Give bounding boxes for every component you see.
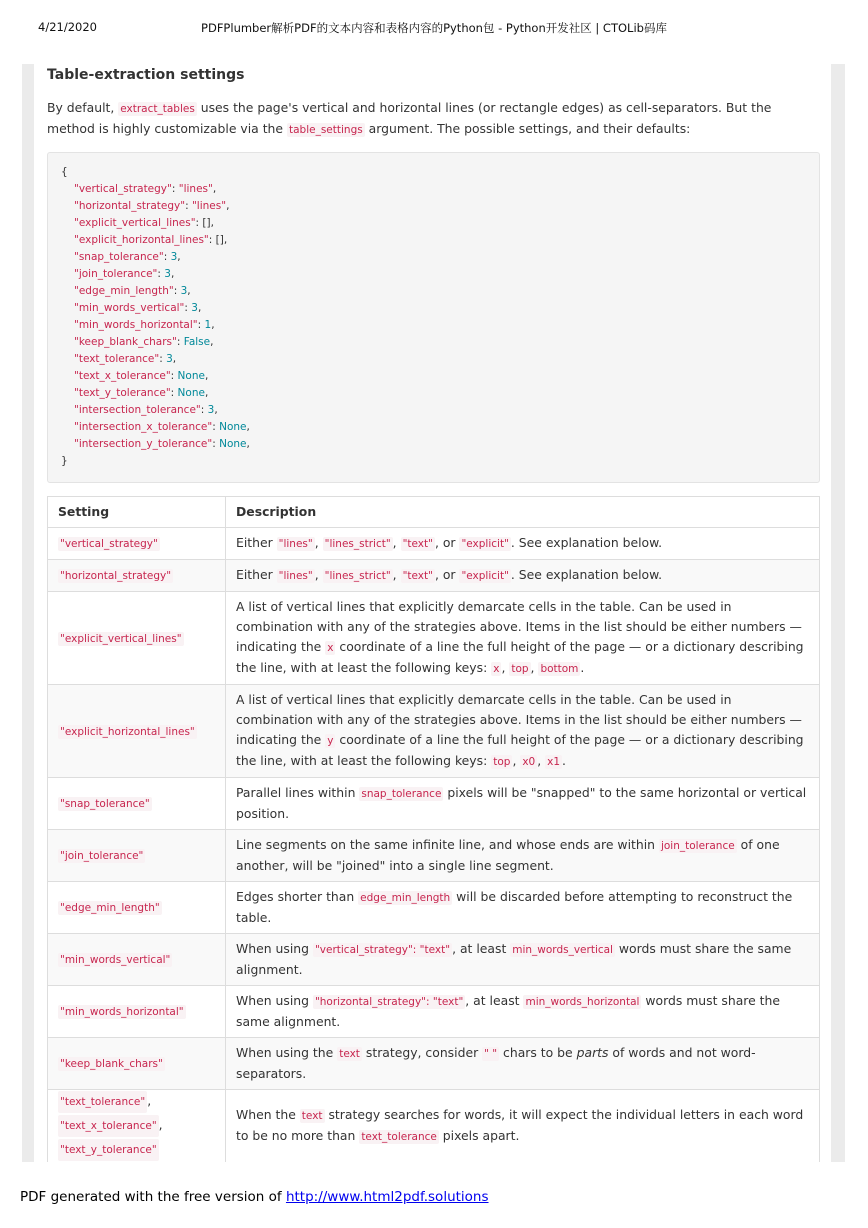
description-text: coordinate of a line the full height of the page — or a dictionary describing the line, with at least the following keys: xyxy=(236,639,804,675)
inline-code: bottom xyxy=(540,663,579,675)
code-key: "snap_tolerance" xyxy=(74,251,164,263)
description-text: , xyxy=(392,567,401,582)
description-cell xyxy=(226,778,820,830)
inline-code: text xyxy=(301,1110,323,1122)
footer-link[interactable]: http://www.html2pdf.solutions xyxy=(285,1189,489,1205)
code-punct: : xyxy=(163,251,171,263)
content-card xyxy=(34,64,831,1162)
setting-cell xyxy=(48,882,226,934)
code-key: "min_words_horizontal" xyxy=(74,319,198,331)
description-text: , xyxy=(314,535,323,550)
code-punct: , xyxy=(212,183,217,195)
code-line xyxy=(74,436,250,453)
table-header-row xyxy=(48,497,820,528)
setting-separator: , xyxy=(158,1117,163,1132)
inline-code: top xyxy=(511,663,529,675)
intro-paragraph xyxy=(47,98,820,140)
code-key: "keep_blank_chars" xyxy=(74,336,177,348)
settings-table xyxy=(47,496,820,1162)
setting-name: "text_x_tolerance" xyxy=(58,1115,159,1137)
description-text: , xyxy=(512,753,521,768)
code-line xyxy=(74,402,218,419)
inline-code: "lines" xyxy=(278,570,313,582)
code-punct: : xyxy=(170,387,178,399)
table-row xyxy=(48,560,820,592)
inline-code: edge_min_length xyxy=(360,892,451,904)
description-text: , xyxy=(392,535,401,550)
code-value: 3 xyxy=(166,353,173,365)
code-line xyxy=(74,385,208,402)
description-text: A list of vertical lines that explicitly demarcate cells in the table. Can be used in combination with any of the strategies above. Items in the list should be either numbers — indicating the xyxy=(236,599,802,654)
setting-separator: , xyxy=(147,1093,152,1108)
code-punct: , xyxy=(210,217,214,229)
code-key: "intersection_y_tolerance" xyxy=(74,438,213,450)
code-punct: , xyxy=(211,319,215,331)
code-punct: : xyxy=(159,353,167,365)
description-text: Either xyxy=(236,567,277,582)
setting-cell xyxy=(48,528,226,560)
setting-cell xyxy=(48,592,226,685)
description-text: words must share the same alignment. xyxy=(236,993,781,1029)
table-row xyxy=(48,685,820,778)
print-header xyxy=(0,20,868,36)
code-line xyxy=(74,300,201,317)
table-row xyxy=(48,882,820,934)
inline-code: text_tolerance xyxy=(361,1131,437,1143)
code-key: "min_words_vertical" xyxy=(74,302,185,314)
code-line xyxy=(74,368,208,385)
intro-code-1: extract_tables xyxy=(120,103,195,115)
inline-code: join_tolerance xyxy=(660,840,735,852)
description-text: A list of vertical lines that explicitly demarcate cells in the table. Can be used in combination with any of the strategies above. Items in the list should be either numbers — indicating the xyxy=(236,692,802,747)
inline-code: snap_tolerance xyxy=(361,788,442,800)
setting-cell xyxy=(48,986,226,1038)
table-row xyxy=(48,986,820,1038)
code-value: [] xyxy=(202,217,211,229)
code-line xyxy=(74,198,229,215)
code-value: 3 xyxy=(191,302,198,314)
table-row xyxy=(48,830,820,882)
description-text: strategy, consider xyxy=(361,1045,483,1060)
setting-name: "text_tolerance" xyxy=(58,1091,147,1113)
code-punct: , xyxy=(187,285,191,297)
description-text: When using the xyxy=(236,1045,338,1060)
description-text: strategy searches for words, it will expect the individual letters in each word to be no more than xyxy=(236,1107,804,1143)
print-title: PDFPlumber解析PDF的文本内容和表格内容的Python包 - Python开发社区 | CTOLib码库 xyxy=(201,21,667,35)
setting-name: "min_words_horizontal" xyxy=(60,1006,184,1018)
setting-cell xyxy=(48,560,226,592)
description-text: Parallel lines within xyxy=(236,785,360,800)
code-block xyxy=(47,152,820,483)
description-cell xyxy=(226,830,820,882)
code-punct: : xyxy=(170,370,178,382)
code-key: "explicit_vertical_lines" xyxy=(74,217,196,229)
code-punct: : xyxy=(176,336,184,348)
code-value: [] xyxy=(215,234,224,246)
description-text: of one another, will be "joined" into a single line segment. xyxy=(236,837,780,873)
description-text: coordinate of a line the full height of the page — or a dictionary describing the line, with at least the following keys: xyxy=(236,732,804,768)
code-punct: , xyxy=(246,438,250,450)
description-cell xyxy=(226,685,820,778)
code-key: "intersection_tolerance" xyxy=(74,404,201,416)
code-line xyxy=(74,334,213,351)
inline-code: x1 xyxy=(547,756,561,768)
setting-name: "text_y_tolerance" xyxy=(58,1139,159,1161)
code-punct: , xyxy=(204,370,209,382)
description-cell xyxy=(226,592,820,685)
table-row xyxy=(48,592,820,685)
code-value: None xyxy=(219,438,247,450)
description-text: , xyxy=(501,660,510,675)
inline-code: text xyxy=(339,1048,360,1060)
code-value: 1 xyxy=(204,319,212,331)
description-cell xyxy=(226,560,820,592)
description-cell xyxy=(226,528,820,560)
setting-cell xyxy=(48,685,226,778)
description-text: pixels apart. xyxy=(438,1128,520,1143)
inline-code: "explicit" xyxy=(461,538,509,550)
description-text: , at least xyxy=(465,993,524,1008)
setting-name: "explicit_vertical_lines" xyxy=(60,632,182,645)
inline-code: "horizontal_strategy": "text" xyxy=(314,996,464,1008)
code-line xyxy=(74,317,215,334)
inline-code: min_words_horizontal xyxy=(525,996,640,1008)
setting-name: "join_tolerance" xyxy=(60,850,144,862)
inline-code: x0 xyxy=(522,756,536,768)
inline-code: x xyxy=(327,642,334,654)
table-row xyxy=(48,934,820,986)
column-header-description: Description xyxy=(226,497,820,528)
page-frame xyxy=(22,64,845,1162)
intro-code-2: table_settings xyxy=(288,124,363,136)
code-open-brace: { xyxy=(61,166,68,178)
code-punct: : xyxy=(197,319,205,331)
description-text: , or xyxy=(434,535,460,550)
code-value: None xyxy=(219,421,247,433)
description-text: chars to be xyxy=(499,1045,577,1060)
footer-text: PDF generated with the free version of xyxy=(20,1189,286,1205)
code-close-brace: } xyxy=(61,455,68,467)
code-value: 3 xyxy=(170,251,178,263)
inline-code: " " xyxy=(484,1048,498,1060)
code-key: "join_tolerance" xyxy=(74,268,158,280)
setting-name: "explicit_horizontal_lines" xyxy=(60,725,195,738)
description-text: . See explanation below. xyxy=(510,567,663,582)
code-punct: : xyxy=(208,234,216,246)
setting-cell xyxy=(48,830,226,882)
description-cell xyxy=(226,1090,820,1163)
code-punct: , xyxy=(214,404,218,416)
code-value: None xyxy=(177,387,205,399)
description-text: Either xyxy=(236,535,277,550)
description-text: Edges shorter than xyxy=(236,889,359,904)
setting-cell xyxy=(48,1038,226,1090)
inline-code: "text" xyxy=(402,570,433,582)
column-header-setting: Setting xyxy=(48,497,226,528)
code-punct: : xyxy=(185,200,192,212)
code-punct: , xyxy=(172,353,177,365)
code-value: 3 xyxy=(180,285,188,297)
code-key: "text_y_tolerance" xyxy=(74,387,171,399)
code-punct: , xyxy=(210,336,214,348)
pdf-footer xyxy=(20,1189,489,1205)
code-value: None xyxy=(177,370,205,382)
setting-name: "snap_tolerance" xyxy=(60,798,150,810)
description-cell xyxy=(226,1038,820,1090)
table-row xyxy=(48,1038,820,1090)
setting-cell xyxy=(48,1090,226,1163)
code-line xyxy=(74,266,174,283)
code-punct: , xyxy=(246,421,250,433)
table-row xyxy=(48,1090,820,1163)
code-key: "text_x_tolerance" xyxy=(74,370,171,382)
inline-code: y xyxy=(327,735,334,747)
section-heading: Table-extraction settings xyxy=(47,67,245,83)
inline-code: "lines" xyxy=(278,538,313,550)
inline-code: "vertical_strategy": "text" xyxy=(314,944,451,956)
code-key: "vertical_strategy" xyxy=(74,183,172,195)
intro-text-3: argument. The possible settings, and their defaults: xyxy=(364,121,691,136)
code-key: "text_tolerance" xyxy=(74,353,160,365)
code-line xyxy=(74,351,176,368)
code-key: "intersection_x_tolerance" xyxy=(74,421,213,433)
description-text: When using xyxy=(236,941,313,956)
code-key: "edge_min_length" xyxy=(74,285,174,297)
inline-code: "text" xyxy=(402,538,433,550)
description-text: When the xyxy=(236,1107,300,1122)
code-value: 3 xyxy=(164,268,171,280)
description-cell xyxy=(226,986,820,1038)
code-line xyxy=(74,283,191,300)
code-punct: : xyxy=(157,268,165,280)
code-value: "lines" xyxy=(178,183,213,195)
code-punct: , xyxy=(223,234,228,246)
code-value: "lines" xyxy=(191,200,227,212)
inline-code: min_words_vertical xyxy=(512,944,613,956)
setting-cell xyxy=(48,934,226,986)
description-text: . xyxy=(562,753,566,768)
table-row xyxy=(48,528,820,560)
code-punct: : xyxy=(200,404,208,416)
description-text: . See explanation below. xyxy=(510,535,663,550)
code-punct: : xyxy=(171,183,179,195)
description-text: , or xyxy=(434,567,460,582)
code-line xyxy=(74,181,216,198)
emphasis: parts xyxy=(576,1045,609,1060)
description-text: , xyxy=(537,753,546,768)
description-text: words must share the same alignment. xyxy=(236,941,792,977)
code-line xyxy=(74,232,227,249)
description-cell xyxy=(226,882,820,934)
setting-name: "min_words_vertical" xyxy=(60,954,171,966)
code-line xyxy=(74,419,250,436)
description-text: , at least xyxy=(452,941,511,956)
inline-code: top xyxy=(493,756,511,768)
code-punct: : xyxy=(184,302,192,314)
code-punct: : xyxy=(173,285,181,297)
code-line xyxy=(74,215,214,232)
description-text: , xyxy=(314,567,323,582)
code-punct: : xyxy=(212,421,220,433)
intro-text-2: uses the page's vertical and horizontal lines (or rectangle edges) as cell-separators. But the method is highly customizable via the xyxy=(47,100,772,136)
table-row xyxy=(48,778,820,830)
code-punct: : xyxy=(195,217,203,229)
inline-code: "lines_strict" xyxy=(324,570,391,582)
code-line xyxy=(74,249,181,266)
code-punct: , xyxy=(170,268,175,280)
code-punct: , xyxy=(177,251,181,263)
inline-code: "explicit" xyxy=(461,570,509,582)
description-text: will be discarded before attempting to reconstruct the table. xyxy=(236,889,793,925)
description-text: . xyxy=(580,660,585,675)
inline-code: "lines_strict" xyxy=(324,538,391,550)
print-date: 4/21/2020 xyxy=(38,20,97,34)
setting-name: "edge_min_length" xyxy=(60,902,160,914)
code-punct: , xyxy=(197,302,202,314)
code-punct: , xyxy=(226,200,230,212)
description-text: , xyxy=(530,660,539,675)
setting-name: "horizontal_strategy" xyxy=(60,570,172,582)
setting-name: "keep_blank_chars" xyxy=(60,1058,163,1070)
code-punct: , xyxy=(204,387,209,399)
code-key: "horizontal_strategy" xyxy=(74,200,186,212)
description-text: of words and not word-separators. xyxy=(236,1045,756,1081)
description-text: When using xyxy=(236,993,313,1008)
description-text: Line segments on the same infinite line, and whose ends are within xyxy=(236,837,659,852)
inline-code: x xyxy=(493,663,500,675)
code-value: False xyxy=(183,336,211,348)
code-key: "explicit_horizontal_lines" xyxy=(74,234,209,246)
description-text: pixels will be "snapped" to the same horizontal or vertical position. xyxy=(236,785,807,821)
code-value: 3 xyxy=(207,404,215,416)
setting-cell xyxy=(48,778,226,830)
code-punct: : xyxy=(212,438,220,450)
description-cell xyxy=(226,934,820,986)
intro-text-1: By default, xyxy=(47,100,119,115)
setting-name: "vertical_strategy" xyxy=(60,538,158,550)
